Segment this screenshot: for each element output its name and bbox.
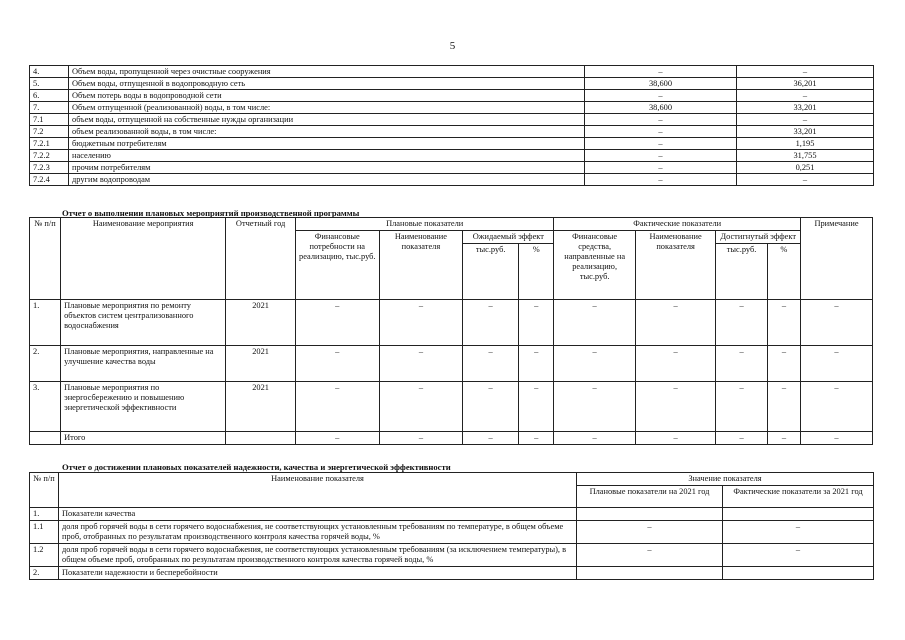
row-plan-value: –	[585, 114, 737, 126]
total-value-cell: –	[463, 432, 519, 445]
table-row	[30, 567, 874, 580]
row-plan-value	[577, 508, 723, 521]
row-indicator-name: доля проб горячей воды в сети горячего водоснабжения, не соответствующих установленным требованиям по температуре, в общем объеме проб, отобранных по результатам производственного контроля качества горячей воды, %	[59, 521, 577, 544]
total-value-cell: –	[295, 432, 379, 445]
row-fact-value: 36,201	[737, 78, 874, 90]
row-num: 5.	[30, 78, 69, 90]
row-value-cell: –	[767, 300, 800, 346]
row-fact-value: 33,201	[737, 102, 874, 114]
row-value-cell: –	[801, 382, 873, 432]
row-name: Объем потерь воды в водопроводной сети	[69, 90, 585, 102]
row-value-cell: –	[519, 346, 554, 382]
row-name: прочим потребителям	[69, 162, 585, 174]
row-plan-value: –	[585, 150, 737, 162]
row-year: 2021	[226, 300, 296, 346]
row-fact-value: 0,251	[737, 162, 874, 174]
row-fact-value: –	[737, 66, 874, 78]
indicators-report-table	[29, 472, 874, 580]
table-row	[30, 102, 874, 114]
water-volume-table	[29, 65, 874, 186]
row-num: 1.1	[30, 521, 59, 544]
row-value-cell: –	[767, 382, 800, 432]
total-value-cell: –	[519, 432, 554, 445]
row-value-cell: –	[716, 382, 767, 432]
row-num: 1.2	[30, 544, 59, 567]
row-indicator-name: доля проб горячей воды в сети горячего водоснабжения, не соответствующих установленным требованиям (за исключением температуры), в общем объеме проб, отобранных по результатам производственного контроля качества горячей воды, %	[59, 544, 577, 567]
total-value-cell: –	[554, 432, 636, 445]
row-value-cell: –	[635, 382, 715, 432]
row-fact-value: –	[723, 544, 874, 567]
row-indicator-name: Показатели надежности и бесперебойности	[59, 567, 577, 580]
total-value-cell: –	[801, 432, 873, 445]
table-row	[30, 78, 874, 90]
table-row	[30, 150, 874, 162]
row-plan-value: 38,600	[585, 102, 737, 114]
measures-report-table	[29, 217, 873, 445]
total-row	[30, 432, 873, 445]
row-num: 3.	[30, 382, 61, 432]
indicators-report-title: Отчет о достижении плановых показателей надежности, качества и энергетической эффективности	[62, 462, 451, 472]
table-row	[30, 382, 873, 432]
header-fact-finance: Финансовые средства, направленные на реализацию, тыс.руб.	[554, 231, 636, 300]
row-num: 7.2.1	[30, 138, 69, 150]
row-num: 1.	[30, 300, 61, 346]
row-num: 7.2	[30, 126, 69, 138]
row-plan-value: –	[577, 544, 723, 567]
row-value-cell: –	[519, 300, 554, 346]
table-row	[30, 66, 874, 78]
row-num: 7.2.3	[30, 162, 69, 174]
row-plan-value: –	[585, 66, 737, 78]
row-value-cell: –	[463, 300, 519, 346]
row-num: 2.	[30, 567, 59, 580]
table-row	[30, 126, 874, 138]
header-value-group: Значение показателя	[577, 473, 874, 486]
header-expected-effect: Ожидаемый эффект	[463, 231, 554, 244]
row-value-cell: –	[379, 346, 463, 382]
row-plan-value: –	[585, 126, 737, 138]
table-row	[30, 346, 873, 382]
row-plan-value: –	[585, 90, 737, 102]
row-num: 7.2.2	[30, 150, 69, 162]
row-num: 1.	[30, 508, 59, 521]
row-num: 6.	[30, 90, 69, 102]
header-measure-name: Наименование мероприятия	[61, 218, 226, 300]
header-plan-group: Плановые показатели	[295, 218, 553, 231]
row-value-cell: –	[295, 346, 379, 382]
header-fact-2021: Фактические показатели за 2021 год	[723, 486, 874, 508]
header-indicator-name: Наименование показателя	[59, 473, 577, 508]
header-achieved-pct: %	[767, 244, 800, 300]
header-fact-group: Фактические показатели	[554, 218, 801, 231]
row-value-cell: –	[295, 300, 379, 346]
row-value-cell: –	[635, 300, 715, 346]
row-num: 7.2.4	[30, 174, 69, 186]
header-achieved-effect: Достигнутый эффект	[716, 231, 801, 244]
row-fact-value	[723, 567, 874, 580]
header-fact-indicator: Наименование показателя	[635, 231, 715, 300]
table-row	[30, 300, 873, 346]
row-fact-value: 31,755	[737, 150, 874, 162]
row-value-cell: –	[554, 346, 636, 382]
row-fact-value: –	[737, 90, 874, 102]
table-row	[30, 114, 874, 126]
row-year: 2021	[226, 382, 296, 432]
header-plan-finance: Финансовые потребности на реализацию, тыс.руб.	[295, 231, 379, 300]
row-num: 7.	[30, 102, 69, 114]
row-measure-name: Плановые мероприятия по энергосбережению и повышению энергетической эффективности	[61, 382, 226, 432]
row-value-cell: –	[463, 346, 519, 382]
header-plan-2021: Плановые показатели на 2021 год	[577, 486, 723, 508]
row-num: 2.	[30, 346, 61, 382]
row-measure-name: Плановые мероприятия по ремонту объектов систем централизованного водоснабжения	[61, 300, 226, 346]
row-fact-value: 33,201	[737, 126, 874, 138]
row-value-cell: –	[716, 300, 767, 346]
row-name: Объем воды, пропущенной через очистные сооружения	[69, 66, 585, 78]
row-fact-value: 1,195	[737, 138, 874, 150]
row-value-cell: –	[554, 300, 636, 346]
total-label: Итого	[61, 432, 226, 445]
table-row	[30, 162, 874, 174]
row-name: Объем отпущенной (реализованной) воды, в том числе:	[69, 102, 585, 114]
total-num	[30, 432, 61, 445]
table-row	[30, 138, 874, 150]
row-indicator-name: Показатели качества	[59, 508, 577, 521]
table-row	[30, 90, 874, 102]
row-fact-value	[723, 508, 874, 521]
row-value-cell: –	[767, 346, 800, 382]
row-name: другим водопроводам	[69, 174, 585, 186]
table-row	[30, 544, 874, 567]
header-report-year: Отчетный год	[226, 218, 296, 300]
row-value-cell: –	[554, 382, 636, 432]
row-value-cell: –	[519, 382, 554, 432]
total-year	[226, 432, 296, 445]
row-value-cell: –	[801, 346, 873, 382]
row-plan-value: –	[585, 162, 737, 174]
row-name: объем реализованной воды, в том числе:	[69, 126, 585, 138]
row-name: Объем воды, отпущенной в водопроводную сеть	[69, 78, 585, 90]
total-value-cell: –	[716, 432, 767, 445]
row-value-cell: –	[801, 300, 873, 346]
row-value-cell: –	[463, 382, 519, 432]
row-num: 4.	[30, 66, 69, 78]
header-achieved-tr: тыс.руб.	[716, 244, 767, 300]
total-value-cell: –	[379, 432, 463, 445]
row-value-cell: –	[379, 300, 463, 346]
header-num: № п/п	[30, 218, 61, 300]
header-expected-pct: %	[519, 244, 554, 300]
row-plan-value: 38,600	[585, 78, 737, 90]
table-row	[30, 174, 874, 186]
row-fact-value: –	[723, 521, 874, 544]
row-value-cell: –	[295, 382, 379, 432]
row-name: населению	[69, 150, 585, 162]
row-name: бюджетным потребителям	[69, 138, 585, 150]
header-num: № п/п	[30, 473, 59, 508]
row-fact-value: –	[737, 114, 874, 126]
header-expected-tr: тыс.руб.	[463, 244, 519, 300]
total-value-cell: –	[767, 432, 800, 445]
table-row	[30, 508, 874, 521]
row-measure-name: Плановые мероприятия, направленные на улучшение качества воды	[61, 346, 226, 382]
row-plan-value: –	[577, 521, 723, 544]
row-fact-value: –	[737, 174, 874, 186]
header-note: Примечание	[801, 218, 873, 300]
row-value-cell: –	[716, 346, 767, 382]
row-value-cell: –	[379, 382, 463, 432]
row-num: 7.1	[30, 114, 69, 126]
measures-report-title: Отчет о выполнении плановых мероприятий производственной программы	[62, 208, 360, 218]
header-plan-indicator: Наименование показателя	[379, 231, 463, 300]
row-name: объем воды, отпущенной на собственные нужды организации	[69, 114, 585, 126]
row-value-cell: –	[635, 346, 715, 382]
page-number: 5	[449, 40, 456, 52]
table-row	[30, 521, 874, 544]
row-plan-value: –	[585, 138, 737, 150]
total-value-cell: –	[635, 432, 715, 445]
row-plan-value	[577, 567, 723, 580]
row-plan-value: –	[585, 174, 737, 186]
row-year: 2021	[226, 346, 296, 382]
